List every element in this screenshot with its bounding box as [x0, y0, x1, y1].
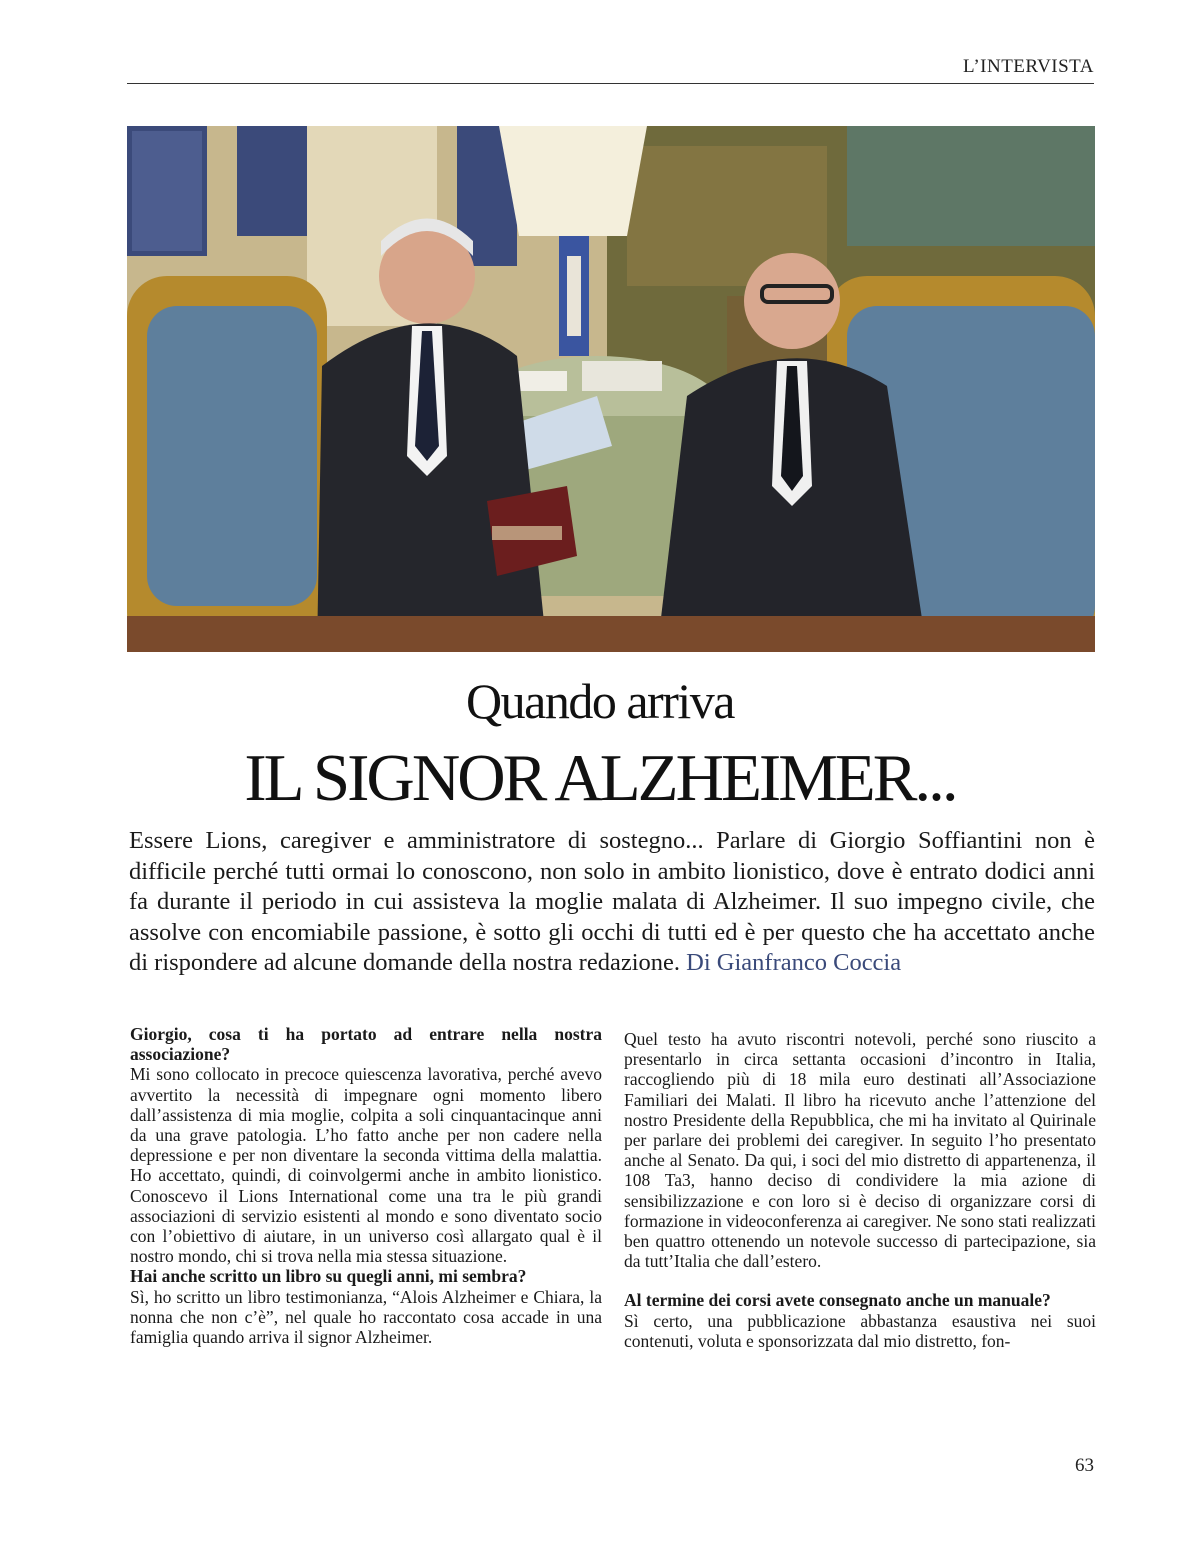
- question-2: Hai anche scritto un libro su quegli anni, mi sembra?: [130, 1266, 527, 1287]
- header-divider: [127, 83, 1094, 84]
- page-number: 63: [1075, 1455, 1094, 1476]
- question-1: Giorgio, cosa ti ha portato ad entrare nella nostra associazione?: [130, 1024, 602, 1065]
- answer-2-continued: Quel testo ha avuto riscontri notevoli, perché sono riuscito a presentarlo in circa settanta occasioni d’incontro in Italia, raccogliendo più di 18 mila euro destinati all’Associazione Familiari dei Malati. Il libro ha ricevuto anche l’attenzione del nostro Presidente della Repubblica, che mi ha invitato al Quirinale per parlare dei problemi dei caregiver. In seguito l’ho presentato anche al Senato. Da qui, i soci del mio distretto di appartenenza, il 108 Ta3, hanno deciso di condividere la mia azione di sensibilizzazione e con loro si è deciso di organizzare corsi di formazione in videoconferenza ai caregiver. Ne sono stati realizzati ben quattro ottenendo un notevole successo di partecipazione, sia da tutt’Italia che dall’estero.: [624, 1029, 1096, 1272]
- byline: Di Gianfranco Coccia: [686, 949, 902, 976]
- column-right: [624, 1029, 1096, 1351]
- article-headline: IL SIGNOR ALZHEIMER...: [244, 741, 956, 815]
- article-kicker: Quando arriva: [466, 673, 734, 729]
- standfirst-text: Essere Lions, caregiver e amministratore di sostegno... Parlare di Giorgio Soffiantini non è difficile perché tutti ormai lo conoscono, non solo in ambito lionistico, dove è entrato dodici anni fa durante il periodo in cui assisteva la moglie malata di Alzheimer. Il suo impegno civile, che assolve con encomiabile passione, è sotto gli occhi di tutti ed è per questo che ha accettato anche di rispondere ad alcune domande della nostra redazione.: [129, 827, 1095, 976]
- question-3: Al termine dei corsi avete consegnato anche un manuale?: [624, 1290, 1051, 1311]
- section-label: L’INTERVISTA: [962, 56, 1094, 77]
- answer-2: Sì, ho scritto un libro testimonianza, “Alois Alzheimer e Chiara, la nonna che non c’è”, nel quale ho raccontato cosa accade in una famiglia quando arriva il signor Alzheimer.: [130, 1286, 602, 1348]
- answer-3: Sì certo, una pubblicazione abbastanza esaustiva nei suoi contenuti, voluta e sponsorizzata dal mio distretto, fon-: [624, 1310, 1096, 1351]
- photo-two-men-seated-icon: [127, 126, 1095, 652]
- article-photo: [127, 126, 1095, 652]
- column-left: [130, 1024, 602, 1347]
- standfirst: [129, 826, 1095, 979]
- answer-1: Mi sono collocato in precoce quiescenza lavorativa, perché avevo avvertito la necessità di impegnare ogni momento libero dall’assistenza di mia moglie, colpita a soli cinquantacinque anni da una grave patologia. L’ho fatto anche per non cadere nella depressione e per non diventare la seconda vittima della malattia. Ho accettato, quindi, di coinvolgermi anche in ambito lionistico. Conoscevo il Lions International come una tra le più grandi associazioni di servizio esistenti al mondo e sono diventato socio con l’obiettivo di aiutare, in un universo così allargato qual è il nostro mondo, chi si trova nella mia stessa situazione.: [130, 1064, 602, 1267]
